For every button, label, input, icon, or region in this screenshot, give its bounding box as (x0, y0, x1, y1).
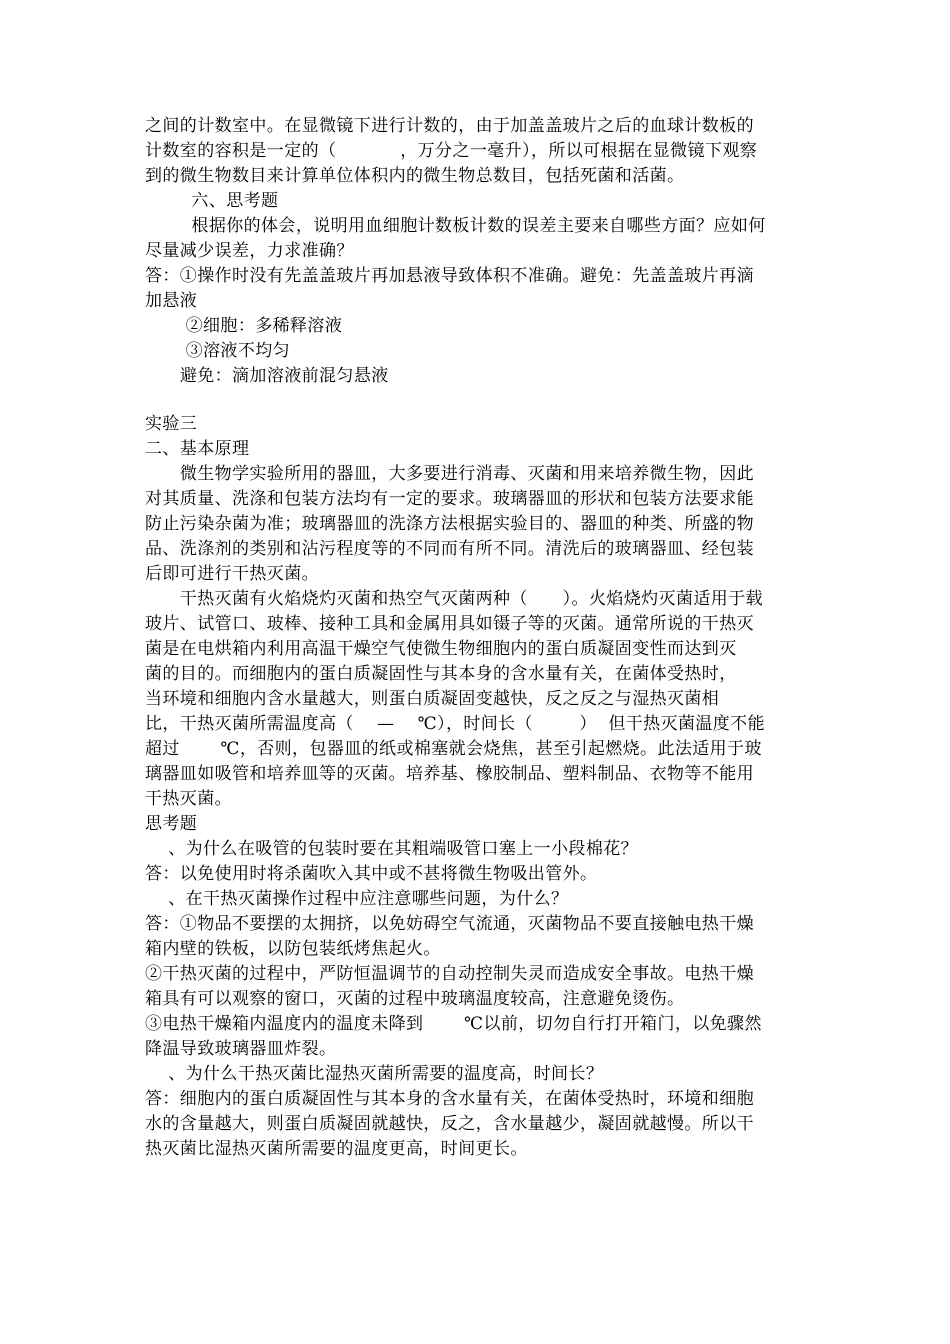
text-line: 水的含量越大，则蛋白质凝固就越快，反之，含水量越少，凝固就越慢。所以干 (145, 1114, 754, 1134)
text-line: ③电热干燥箱内温度内的温度未降到 ℃以前，切勿自行打开箱门，以免骤然 (145, 1014, 762, 1034)
answer-line: 答：以免使用时将杀菌吹入其中或不甚将微生物吸出管外。 (145, 864, 598, 884)
text-line: 避免：滴加溶液前混匀悬液 (145, 366, 389, 386)
text-line: 干热灭菌。 (145, 789, 232, 809)
section-heading: 二、基本原理 (145, 439, 250, 459)
text-line: 后即可进行干热灭菌。 (145, 564, 319, 584)
text-line: 根据你的体会，说明用血细胞计数板计数的误差主要来自哪些方面？应如何 (145, 216, 766, 236)
answer-line: 答：细胞内的蛋白质凝固性与其本身的含水量有关，在菌体受热时，环境和细胞 (145, 1089, 754, 1109)
text-line: 箱具有可以观察的窗口，灭菌的过程中玻璃温度较高，注意避免烫伤。 (145, 989, 685, 1009)
text-line: 品、洗涤剂的类别和沾污程度等的不同而有所不同。清洗后的玻璃器皿、经包装 (145, 539, 754, 559)
question-line: 、为什么干热灭菌比湿热灭菌所需要的温度高，时间长？ (145, 1064, 604, 1084)
text-line: 加悬液 (145, 291, 198, 311)
text-line: ②干热灭菌的过程中，严防恒温调节的自动控制失灵而造成安全事故。电热干燥 (145, 964, 754, 984)
text-line: 微生物学实验所用的器皿，大多要进行消毒、灭菌和用来培养微生物，因此 (145, 464, 755, 484)
text-line: 对其质量、洗涤和包装方法均有一定的要求。玻璃器皿的形状和包装方法要求能 (145, 489, 754, 509)
question-line: 、为什么在吸管的包装时要在其粗端吸管口塞上一小段棉花？ (145, 839, 639, 859)
text-line: 比，干热灭菌所需温度高（ — ℃），时间长（ ） 但干热灭菌温度不能 (145, 714, 765, 734)
text-line: 当环境和细胞内含水量越大，则蛋白质凝固变越快，反之反之与湿热灭菌相 (145, 689, 720, 709)
text-line: ②细胞：多稀释溶液 (145, 316, 343, 336)
text-line: 降温导致玻璃器皿炸裂。 (145, 1039, 337, 1059)
answer-line: 答：①物品不要摆的太拥挤，以免妨碍空气流通，灭菌物品不要直接触电热干燥 (145, 914, 754, 934)
text-line: 箱内壁的铁板，以防包装纸烤焦起火。 (145, 939, 441, 959)
section-heading: 思考题 (145, 814, 198, 834)
text-line: 菌的目的。而细胞内的蛋白质凝固性与其本身的含水量有关，在菌体受热时， (145, 664, 737, 684)
section-heading: 六、思考题 (145, 191, 279, 211)
text-line: 菌是在电烘箱内利用高温干燥空气使微生物细胞内的蛋白质凝固变性而达到灭 (145, 639, 737, 659)
section-heading: 实验三 (145, 414, 198, 434)
text-line: ③溶液不均匀 (145, 341, 291, 361)
text-line: 干热灭菌有火焰烧灼灭菌和热空气灭菌两种（ ）。火焰烧灼灭菌适用于载 (145, 589, 763, 609)
text-line: 超过 ℃，否则，包器皿的纸或棉塞就会烧焦，甚至引起燃烧。此法适用于玻 (145, 739, 762, 759)
text-line: 答：①操作时没有先盖盖玻片再加悬液导致体积不准确。避免：先盖盖玻片再滴 (145, 266, 754, 286)
text-line: 之间的计数室中。在显微镜下进行计数的，由于加盖盖玻片之后的血球计数板的 (145, 116, 754, 136)
text-line: 热灭菌比湿热灭菌所需要的温度更高，时间更长。 (145, 1139, 528, 1159)
text-line: 尽量减少误差，力求准确？ (145, 241, 354, 261)
text-line: 防止污染杂菌为准；玻璃器皿的洗涤方法根据实验目的、器皿的种类、所盛的物 (145, 514, 754, 534)
text-line: 计数室的容积是一定的（ ，万分之一毫升），所以可根据在显微镜下观察 (145, 141, 758, 161)
question-line: 、在干热灭菌操作过程中应注意哪些问题，为什么？ (145, 889, 569, 909)
text-line: 到的微生物数目来计算单位体积内的微生物总数目，包括死菌和活菌。 (145, 166, 685, 186)
text-line: 璃器皿如吸管和培养皿等的灭菌。培养基、橡胶制品、塑料制品、衣物等不能用 (145, 764, 754, 784)
text-line: 玻片、试管口、玻棒、接种工具和金属用具如镊子等的灭菌。通常所说的干热灭 (145, 614, 754, 634)
